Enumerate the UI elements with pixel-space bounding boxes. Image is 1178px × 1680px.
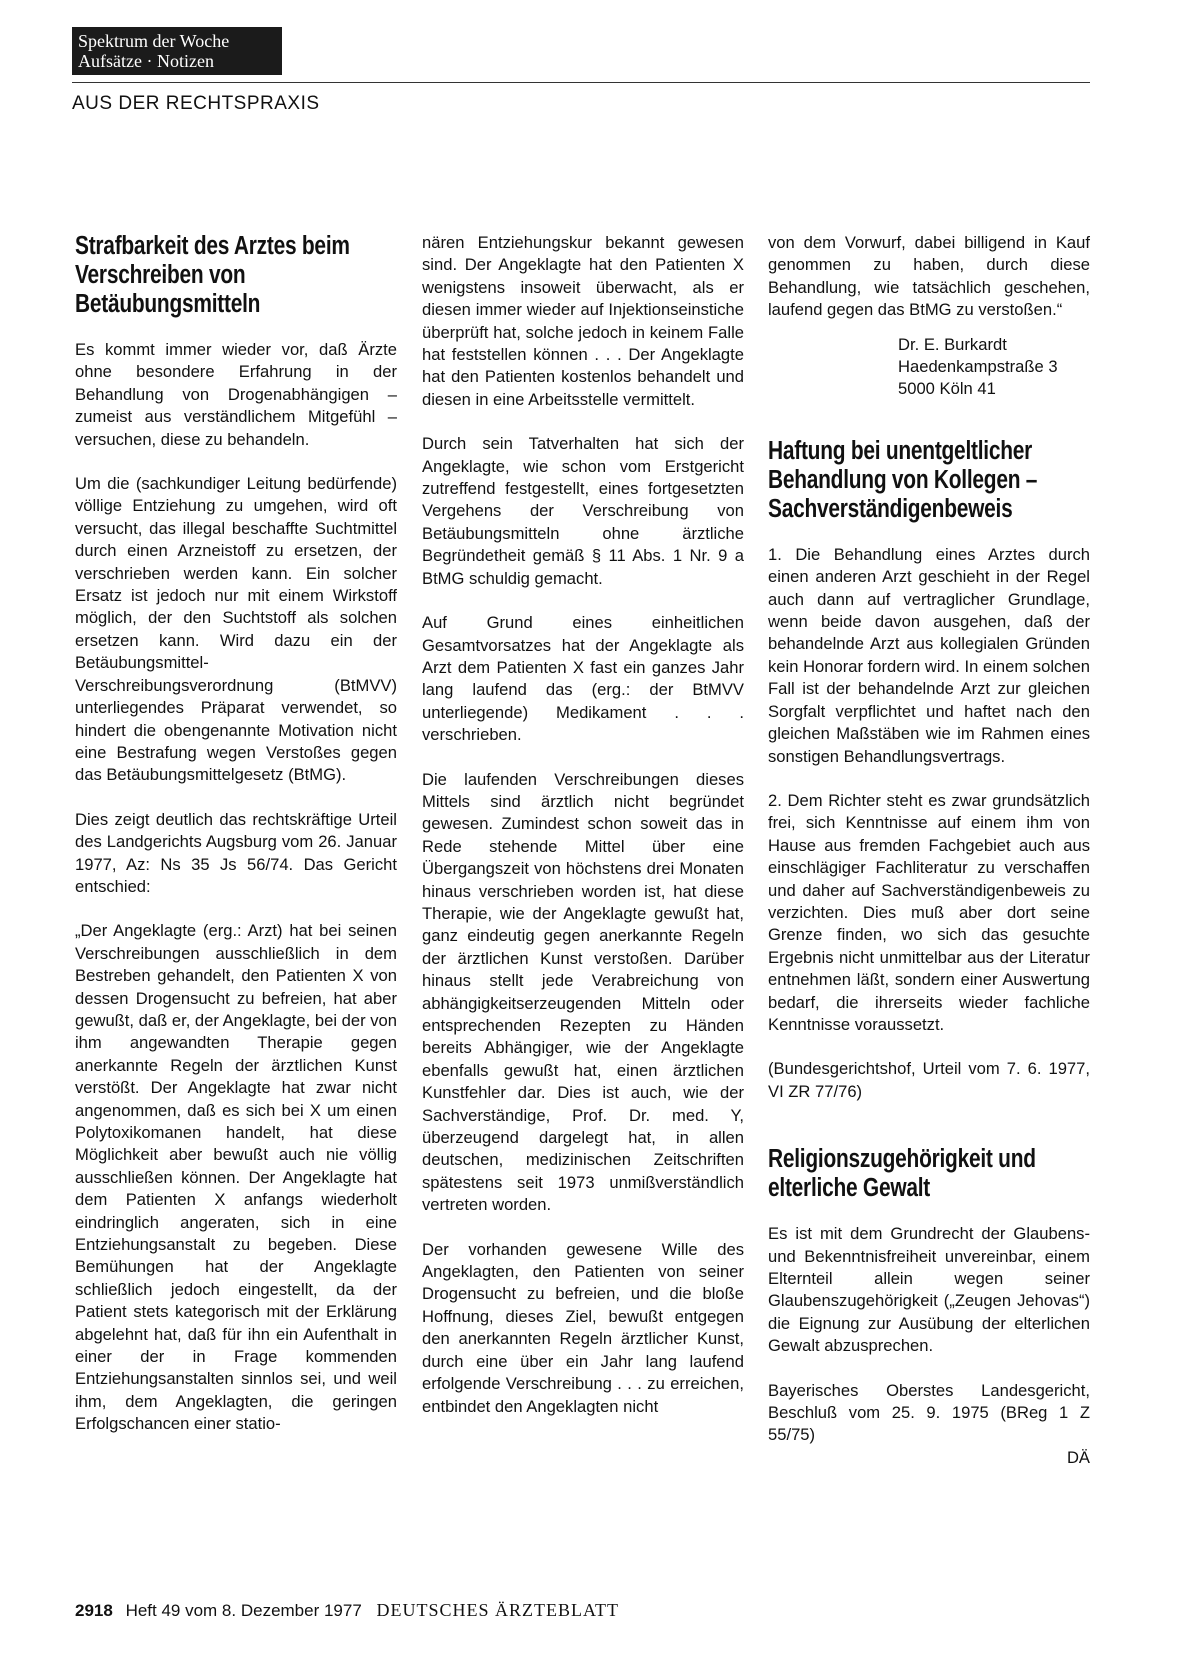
author-street: Haedenkampstraße 3 [898, 357, 1058, 377]
author-name: Dr. E. Burkardt [898, 334, 1007, 354]
issue-info: Heft 49 vom 8. Dezember 1977 [125, 1601, 362, 1620]
top-rule [72, 82, 1090, 83]
page-number: 2918 [75, 1601, 113, 1620]
article-2-source: (Bundesgerichtshof, Urteil vom 7. 6. 1977, VI ZR 77/76) [768, 1059, 1090, 1101]
article-1-paragraph: Es kommt immer wieder vor, daß Ärzte ohne besondere Erfahrung in der Behandlung von Drogenabhängigen – zumeist aus verständlichem Mitgefühl – versuchen, diese zu behandeln. [75, 340, 397, 449]
column-1 [75, 232, 397, 1436]
column-2 [422, 232, 744, 1418]
article-1-title: Strafbarkeit des Arztes beim Verschreiben von Betäubungsmitteln [75, 232, 350, 318]
article-1-quote: Durch sein Tatverhalten hat sich der Angeklagte, wie schon vom Erstgericht zutreffend festgestellt, eines fortgesetzten Vergehens der Verschreibung von Betäubungsmitteln ohne ärztliche Begründetheit gemäß § 11 Abs. 1 Nr. 9 a BtMG schuldig gemacht. [422, 434, 744, 588]
article-1-paragraph: Um die (sachkundiger Leitung bedürfende) völlige Entziehung zu umgehen, wird oft versucht, das illegal beschaffte Suchtmittel durch einen Arzneistoff zu ersetzen, der verschrieben werden kann. Ein solcher Ersatz ist jedoch nur mit einem Wirkstoff möglich, der den Suchtstoff als solchen ersetzen kann. Wird dazu ein der Betäubungsmittel-Verschreibungsverordnung (BtMVV) unterliegendes Präparat verwendet, so hindert die obengenannte Motivation nicht eine Bestrafung wegen Verstoßes gegen das Betäubungsmittelgesetz (BtMG). [75, 474, 397, 785]
article-3-source: Bayerisches Oberstes Landesgericht, Beschluß vom 25. 9. 1975 (BReg 1 Z 55/75) [768, 1380, 1090, 1445]
article-2-paragraph: 2. Dem Richter steht es zwar grundsätzlich frei, sich Kenntnisse auf einem ihm von Hause aus fremden Fachgebiet auch aus einschlägiger Fachliteratur zu verschaffen und daher auf Sachverständigenbeweis zu verzichten. Dies muß aber dort seine Grenze finden, wo sich das gesuchte Ergebnis nicht unmittelbar aus der Literatur entnehmen läßt, sondern einer Auswertung bedarf, die ihrerseits wieder fachliche Kenntnisse voraussetzt. [768, 790, 1090, 1034]
badge-line-2: Aufsätze · Notizen [78, 51, 214, 71]
badge-line-1: Spektrum der Woche [78, 31, 230, 51]
article-1-quote: nären Entziehungskur bekannt gewesen sind. Der Angeklagte hat den Patienten X wenigstens insoweit überwacht, als er diesen immer wieder auf Injektionseinstiche überprüft hat, solche jedoch in keinem Falle hat feststellen können . . . Der Angeklagte hat den Patienten kostenlos behandelt und diesen in eine Arbeitsstelle vermittelt. [422, 233, 744, 409]
article-1-quote: „Der Angeklagte (erg.: Arzt) hat bei seinen Verschreibungen ausschließlich in dem Bestreben gehandelt, den Patienten X von dessen Drogensucht zu befreien, hat aber gewußt, daß er, der Angeklagte, bei der von ihm angewandten Therapie gegen anerkannte Regeln der ärztlichen Kunst verstößt. Der Angeklagte hat zwar nicht angenommen, daß es sich bei X um einen Polytoxikomanen handelt, hat diese Möglichkeit aber bewußt auch nie völlig ausschließen können. Der Angeklagte hat dem Patienten X anfangs wiederholt eindringlich angeraten, sich in eine Entziehungsanstalt zu begeben. Diese Bemühungen hat der Angeklagte schließlich jedoch eingestellt, da der Patient stets kategorisch mit der Erklärung abgelehnt hat, daß für ihn ein Aufenthalt in einer der in Frage kommenden Entziehungsanstalten sinnlos sei, und weil ihm, dem Angeklagten, die geringen Erfolgschancen einer statio- [75, 921, 397, 1434]
rubric: AUS DER RECHTSPRAXIS [72, 93, 320, 114]
article-3-initials: DÄ [1066, 1447, 1090, 1467]
magazine-name: DEUTSCHES ÄRZTEBLATT [376, 1600, 620, 1620]
column-3 [768, 232, 1090, 1469]
author-city: 5000 Köln 41 [898, 379, 996, 399]
article-2-paragraph: 1. Die Behandlung eines Arztes durch einen anderen Arzt geschieht in der Regel auch dann auf vertraglicher Grundlage, wenn beide davon ausgehen, daß der behandelnde Arzt aus kollegialen Gründen kein Honorar fordern wird. In einem solchen Fall ist der behandelnde Arzt zur gleichen Sorgfalt verpflichtet und haftet nach den gleichen Maßstäben wie im Rahmen eines sonstigen Behandlungsvertrags. [768, 544, 1090, 766]
author-address [898, 334, 1090, 401]
article-1-quote: Die laufenden Verschreibungen dieses Mittels sind ärztlich nicht begründet gewesen. Zumindest schon soweit das in Rede stehende Mittel über eine Übergangszeit von höchstens drei Monaten hinaus verschrieben worden ist, hat diese Therapie, wie der Angeklagte gewußt hat, ganz eindeutig gegen anerkannte Regeln der ärztlichen Kunst verstoßen. Darüber hinaus stellt jede Verabreichung von abhängigkeitserzeugenden Mitteln oder entsprechenden Rezepten zu Händen bereits Abhängiger, wie der Angeklagte ebenfalls gewußt hat, einen ärztlichen Kunstfehler dar. Dies ist auch, wie der Sachverständige, Prof. Dr. med. Y, überzeugend dargelegt hat, in allen deutschen, medizinischen Zeitschriften spätestens seit 1973 unmißverständlich vertreten worden. [422, 769, 744, 1215]
article-1-paragraph: Dies zeigt deutlich das rechtskräftige Urteil des Landgerichts Augsburg vom 26. Januar 1977, Az: Ns 35 Js 56/74. Das Gericht entschied: [75, 809, 397, 896]
article-3-title: Religionszugehörigkeit und elterliche Gewalt [768, 1145, 1036, 1203]
article-1-quote: Auf Grund eines einheitlichen Gesamtvorsatzes hat der Angeklagte als Arzt dem Patienten X fast ein ganzes Jahr lang laufend das (erg.: der BtMVV unterliegende) Medikament . . . verschrieben. [422, 613, 744, 745]
page-footer [75, 1600, 619, 1621]
section-badge [72, 27, 282, 75]
article-2-title: Haftung bei unentgeltlicher Behandlung von Kollegen – Sachverständigenbeweis [768, 436, 1038, 523]
article-1-quote: Der vorhanden gewesene Wille des Angeklagten, den Patienten von seiner Drogensucht zu befreien, und die bloße Hoffnung, dieses Ziel, bewußt entgegen den anerkannten Regeln ärztlicher Kunst, durch eine über ein Jahr lang laufend erfolgende Verschreibung . . . zu erreichen, entbindet den Angeklagten nicht [422, 1239, 744, 1416]
article-1-quote: von dem Vorwurf, dabei billigend in Kauf genommen zu haben, durch diese Behandlung, wie tatsächlich geschehen, laufend gegen das BtMG zu verstoßen.“ [768, 233, 1090, 320]
article-3-paragraph: Es ist mit dem Grundrecht der Glaubens- und Bekenntnisfreiheit unvereinbar, einem Elternteil allein wegen seiner Glaubenszugehörigkeit („Zeugen Jehovas“) die Eignung zur Ausübung der elterlichen Gewalt abzusprechen. [768, 1224, 1090, 1356]
